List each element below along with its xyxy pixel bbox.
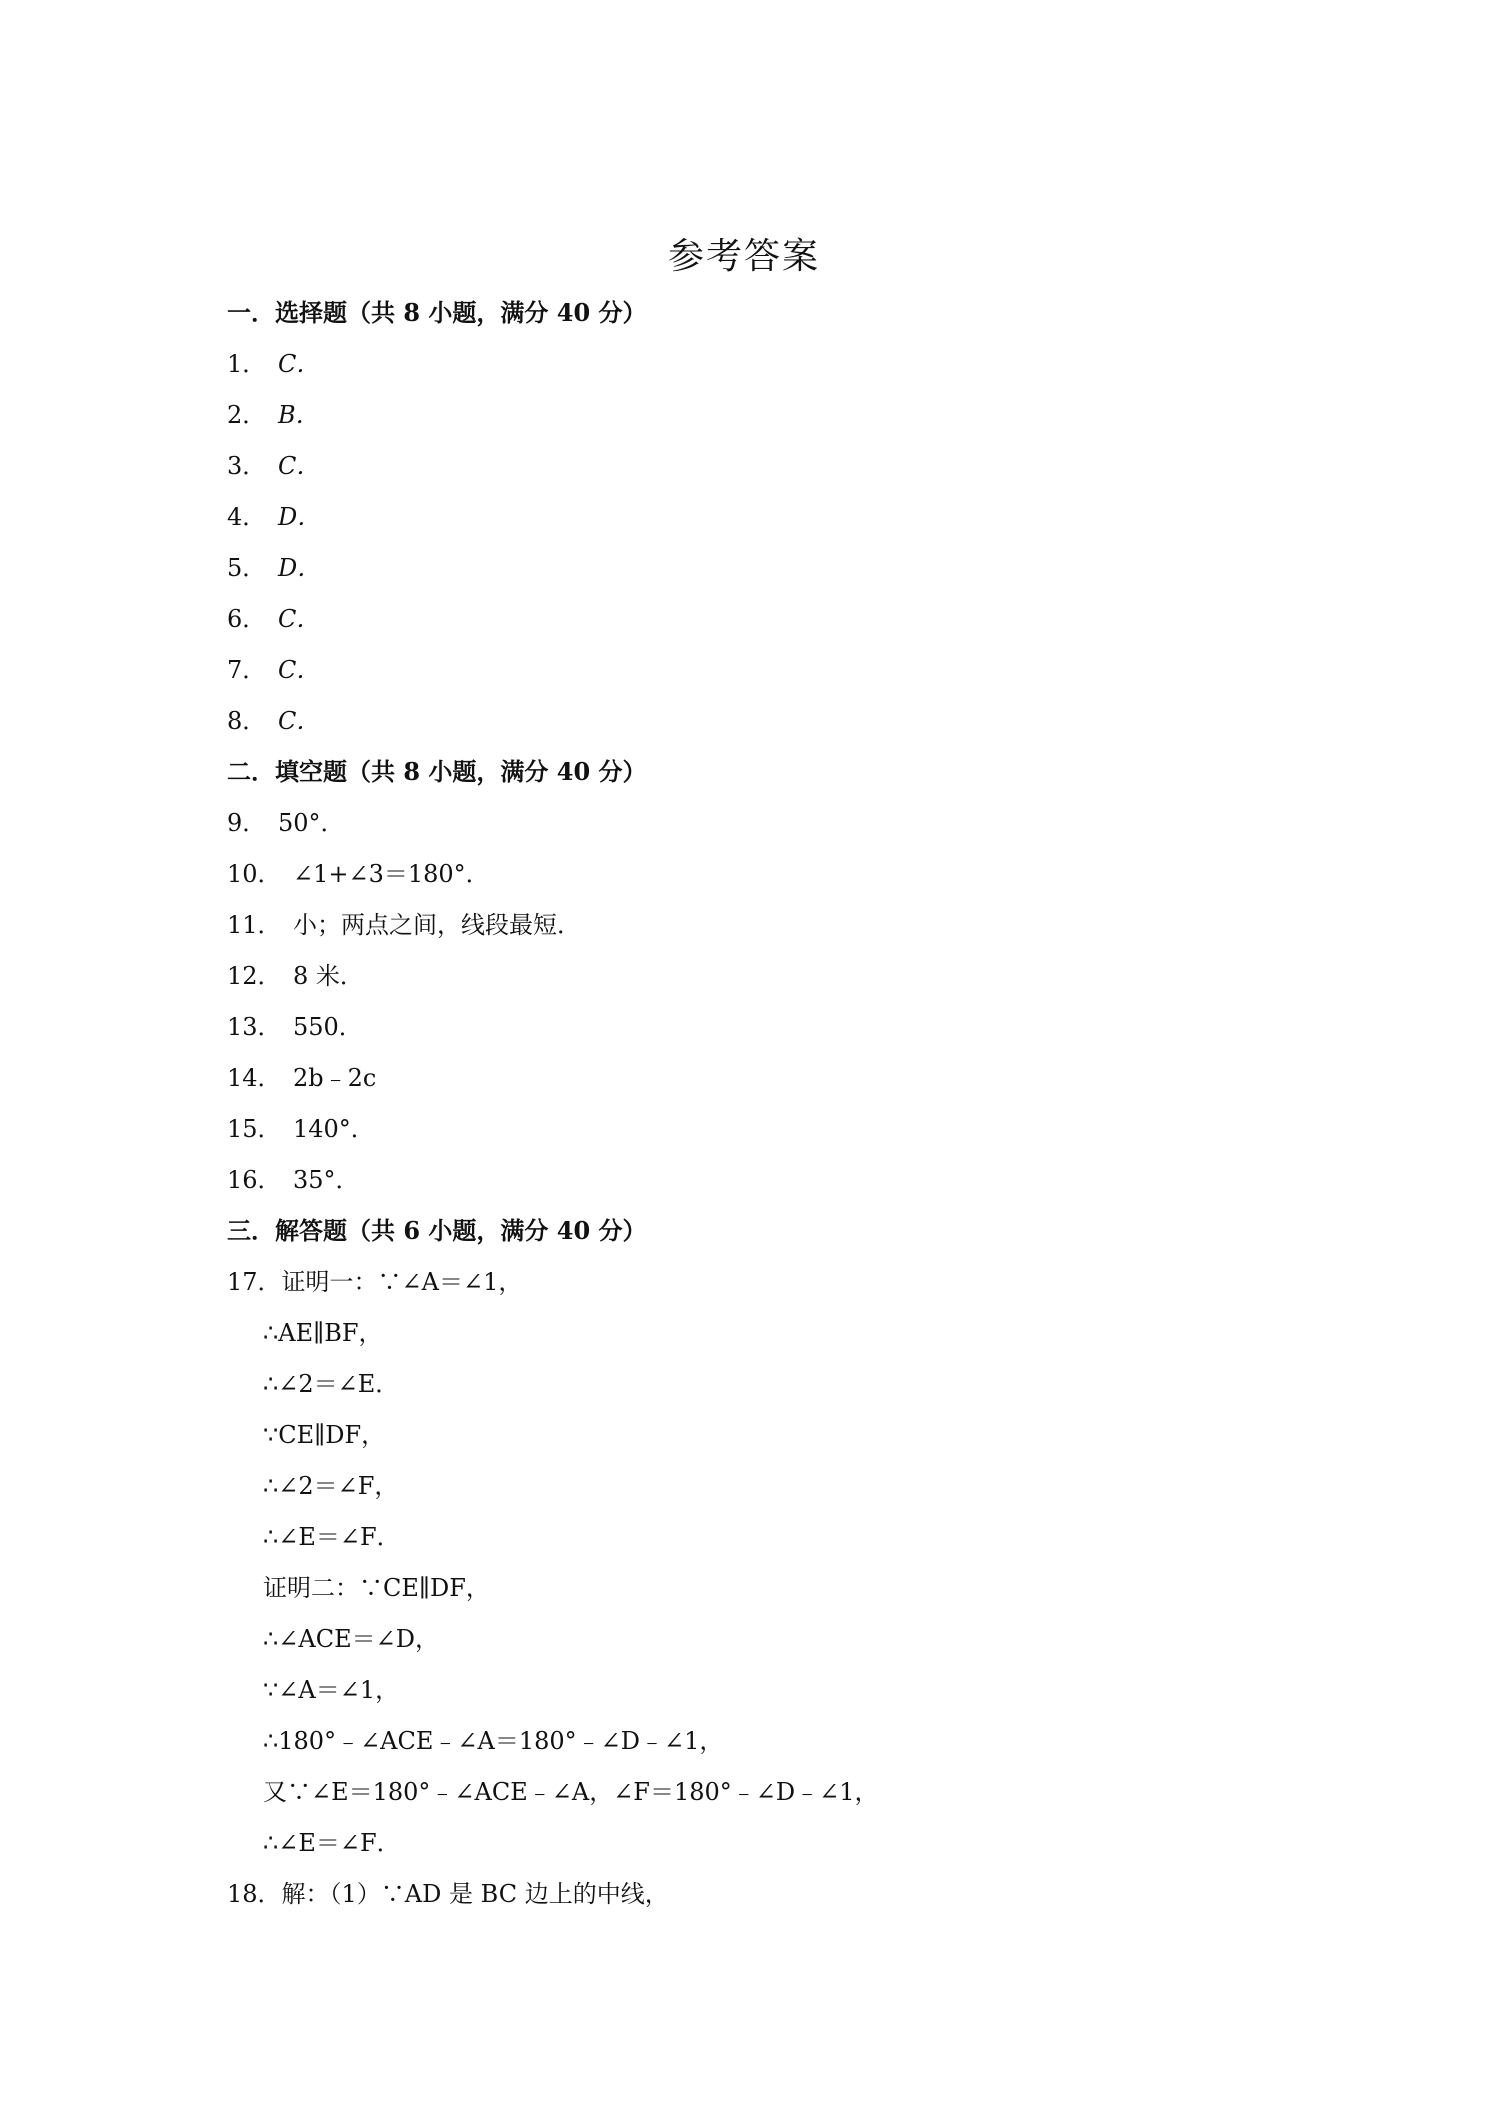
q17-first-line: 17．证明一：∵∠A＝∠1， xyxy=(227,1268,523,1296)
q18-first-line: 18．解：（1）∵AD 是 BC 边上的中线， xyxy=(227,1880,669,1908)
proof-line: ∴∠2＝∠F， xyxy=(263,1472,399,1500)
mc-number: 1． xyxy=(227,350,267,378)
fill-number: 12． xyxy=(227,962,282,990)
page-title: 参考答案 xyxy=(667,236,820,277)
mc-number: 7． xyxy=(227,656,267,684)
mc-number: 6． xyxy=(227,605,267,633)
proof-line: ∴AE∥BF， xyxy=(263,1319,383,1347)
section-heading-fill: 二．填空题（共 8 小题，满分 40 分） xyxy=(227,757,647,786)
fill-number: 14． xyxy=(227,1064,282,1092)
proof-line: ∵∠A＝∠1， xyxy=(263,1676,400,1704)
mc-number: 3． xyxy=(227,452,267,480)
mc-answer: C． xyxy=(278,350,321,378)
mc-number: 8． xyxy=(227,707,267,735)
mc-answer: C． xyxy=(278,707,321,735)
fill-answer: 2b﹣2c xyxy=(293,1064,377,1092)
mc-answer: C． xyxy=(278,452,321,480)
fill-number: 16． xyxy=(227,1166,282,1194)
fill-number: 11． xyxy=(227,911,282,939)
mc-number: 5． xyxy=(227,554,267,582)
fill-answer: 140°． xyxy=(293,1115,375,1143)
mc-answer: D． xyxy=(278,554,322,582)
fill-answer: 50°． xyxy=(278,809,345,837)
fill-answer: 550． xyxy=(293,1013,363,1041)
proof-line: ∵CE∥DF， xyxy=(263,1421,386,1449)
fill-number: 15． xyxy=(227,1115,282,1143)
mc-answer: C． xyxy=(278,656,321,684)
mc-number: 4． xyxy=(227,503,267,531)
mc-answer: D． xyxy=(278,503,322,531)
fill-number: 10． xyxy=(227,860,282,888)
mc-answer: C． xyxy=(278,605,321,633)
proof-line: ∴∠2＝∠E． xyxy=(263,1370,400,1398)
proof-line: 证明二：∵CE∥DF， xyxy=(263,1574,490,1602)
proof-line: ∴∠E＝∠F． xyxy=(263,1523,401,1551)
proof-line: ∴∠ACE＝∠D， xyxy=(263,1625,439,1653)
fill-answer: 小；两点之间，线段最短． xyxy=(293,911,581,939)
mc-answer: B． xyxy=(278,401,320,429)
section-heading-solve: 三．解答题（共 6 小题，满分 40 分） xyxy=(227,1216,647,1245)
section-heading-choice: 一．选择题（共 8 小题，满分 40 分） xyxy=(227,298,647,327)
fill-answer: 8 米． xyxy=(293,962,364,990)
fill-answer: ∠1+∠3＝180°． xyxy=(293,860,490,888)
fill-number: 9． xyxy=(227,809,267,837)
fill-answer: 35°． xyxy=(293,1166,360,1194)
proof-line: 又∵∠E＝180°﹣∠ACE﹣∠A，∠F＝180°﹣∠D﹣∠1， xyxy=(263,1778,879,1806)
proof-line: ∴∠E＝∠F． xyxy=(263,1829,401,1857)
mc-number: 2． xyxy=(227,401,267,429)
fill-number: 13． xyxy=(227,1013,282,1041)
proof-line: ∴180°﹣∠ACE﹣∠A＝180°﹣∠D﹣∠1， xyxy=(263,1727,724,1755)
